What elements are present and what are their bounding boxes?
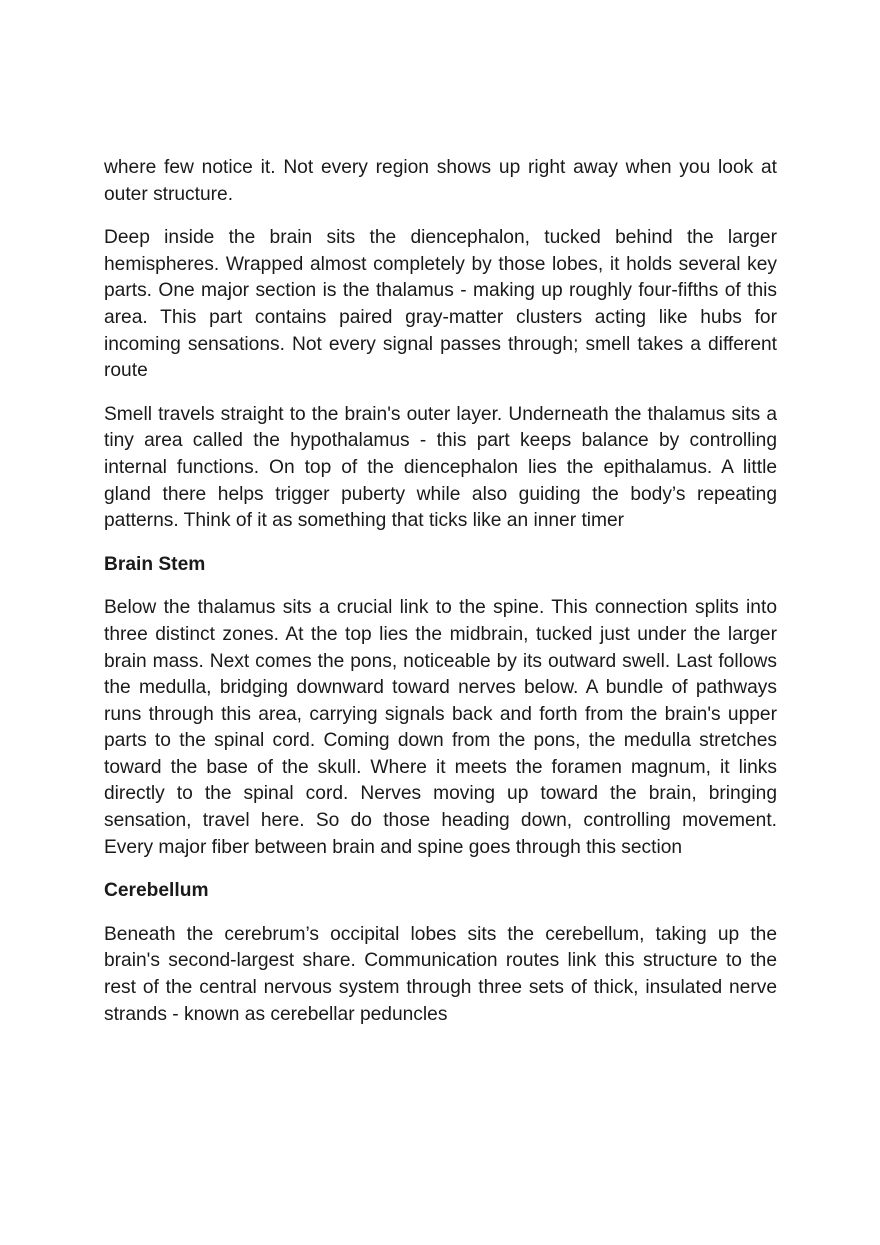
document-page [104, 155, 777, 1045]
paragraph-cerebellum: Beneath the cerebrum’s occipital lobes sits the cerebellum, taking up the brain's second-largest share. Communication routes link this structure to the rest of the central nervous system through three sets of thick, insulated nerve strands - known as cerebellar peduncles [104, 923, 777, 1025]
paragraph-outer-structure: where few notice it. Not every region shows up right away when you look at outer structure. [104, 157, 777, 205]
heading-cerebellum: Cerebellum [104, 880, 209, 902]
heading-brain-stem: Brain Stem [104, 553, 206, 575]
paragraph-diencephalon: Deep inside the brain sits the diencephalon, tucked behind the larger hemispheres. Wrapped almost completely by those lobes, it holds several key parts. One major section is the thalamus - making up roughly four-fifths of this area. This part contains paired gray-matter clusters acting like hubs for incoming sensations. Not every signal passes through; smell takes a different route [104, 227, 777, 382]
paragraph-hypothalamus: Smell travels straight to the brain's outer layer. Underneath the thalamus sits a tiny area called the hypothalamus - this part keeps balance by controlling internal functions. On top of the diencephalon lies the epithalamus. A little gland there helps trigger puberty while also guiding the body’s repeating patterns. Think of it as something that ticks like an inner timer [104, 403, 777, 532]
paragraph-brain-stem: Below the thalamus sits a crucial link to the spine. This connection splits into three distinct zones. At the top lies the midbrain, tucked just under the larger brain mass. Next comes the pons, noticeable by its outward swell. Last follows the medulla, bridging downward toward nerves below. A bundle of pathways runs through this area, carrying signals back and forth from the brain's upper parts to the spinal cord. Coming down from the pons, the medulla stretches toward the base of the skull. Where it meets the foramen magnum, it links directly to the spinal cord. Nerves moving up toward the brain, bringing sensation, travel here. So do those heading down, controlling movement. Every major fiber between brain and spine goes through this section [104, 597, 777, 858]
